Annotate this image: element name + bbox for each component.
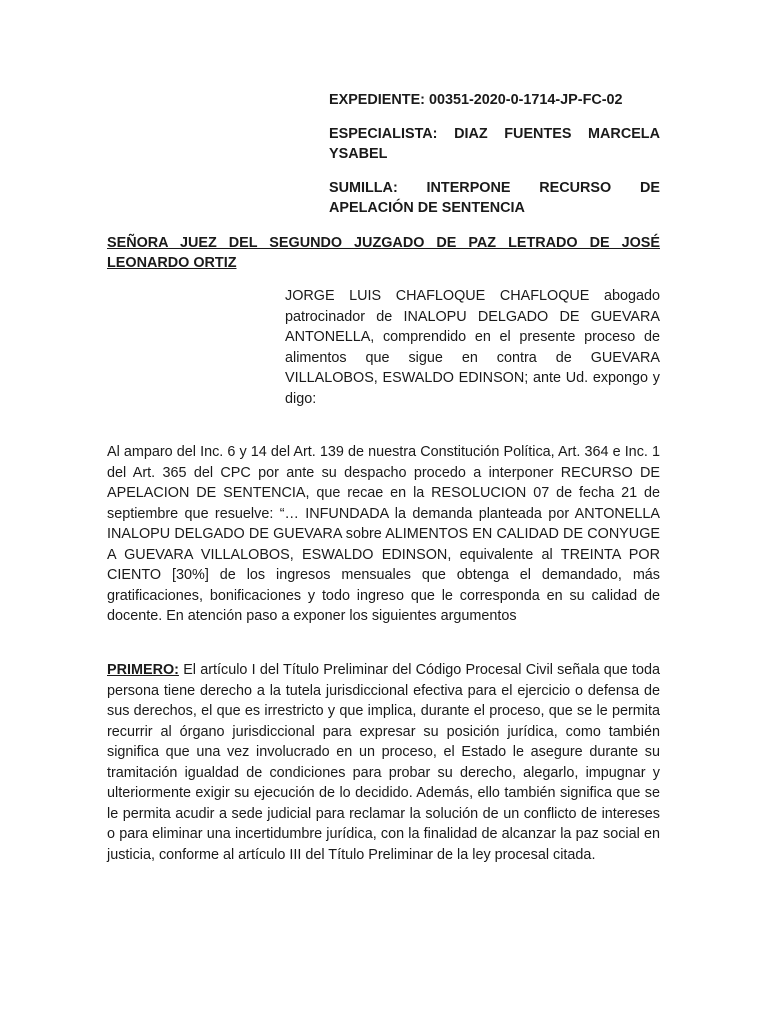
case-number: EXPEDIENTE: 00351-2020-0-1714-JP-FC-02: [329, 92, 623, 108]
introduction-paragraph: JORGE LUIS CHAFLOQUE CHAFLOQUE abogado patrocinador de INALOPU DELGADO DE GUEVARA ANTONELLA, comprendido en el presente proceso de alimentos que sigue en contra de GUEVARA VILLALOBOS, ESWALDO EDINSON; ante Ud. expongo y digo:: [285, 288, 660, 407]
summary: SUMILLA: INTERPONE RECURSO DE APELACIÓN DE SENTENCIA: [329, 180, 660, 216]
paragraph-2-text: El artículo I del Título Preliminar del Código Procesal Civil señala que toda persona tiene derecho a la tutela jurisdiccional efectiva para el ejercicio o defensa de sus derechos, el que es irrestricto y que implica, durante el proceso, que se le permita recurrir al órgano jurisdiccional para expresar su posición jurídica, como también significa que una vez involucrado en un proceso, el Estado le asegure durante su tramitación igualdad de condiciones para probar su derecho, alegarlo, impugnar y ulteriormente exigir su ejecución de lo decidido. Además, ello también significa que se le permita acudir a sede judicial para reclamar la solución de un conflicto de intereses o para eliminar una incertidumbre jurídica, con la finalidad de alcanzar la paz social en justicia, conforme al artículo III del Título Preliminar de la ley procesal citada.: [107, 662, 660, 863]
body-paragraph-2: [107, 660, 660, 865]
paragraph-lead-label: PRIMERO:: [107, 662, 179, 678]
body-paragraph-1: Al amparo del Inc. 6 y 14 del Art. 139 de nuestra Constitución Política, Art. 364 e Inc. 1 del Art. 365 del CPC por ante su despacho procedo a interponer RECURSO DE APELACION DE SENTENCIA, que recae en la RESOLUCION 07 de fecha 21 de septiembre que resuelve: “… INFUNDADA la demanda planteada por ANTONELLA INALOPU DELGADO DE GUEVARA sobre ALIMENTOS EN CALIDAD DE CONYUGE A GUEVARA VILLALOBOS, ESWALDO EDINSON, equivalente al TREINTA POR CIENTO [30%] de los ingresos mensuales que obtenga el demandado, más gratificaciones, bonificaciones y todo ingreso que le corresponda en su calidad de docente. En atención paso a exponer los siguientes argumentos: [107, 444, 660, 624]
specialist: ESPECIALISTA: DIAZ FUENTES MARCELA YSABEL: [329, 126, 660, 162]
addressee-heading: SEÑORA JUEZ DEL SEGUNDO JUZGADO DE PAZ LETRADO DE JOSÉ LEONARDO ORTIZ: [107, 235, 660, 271]
